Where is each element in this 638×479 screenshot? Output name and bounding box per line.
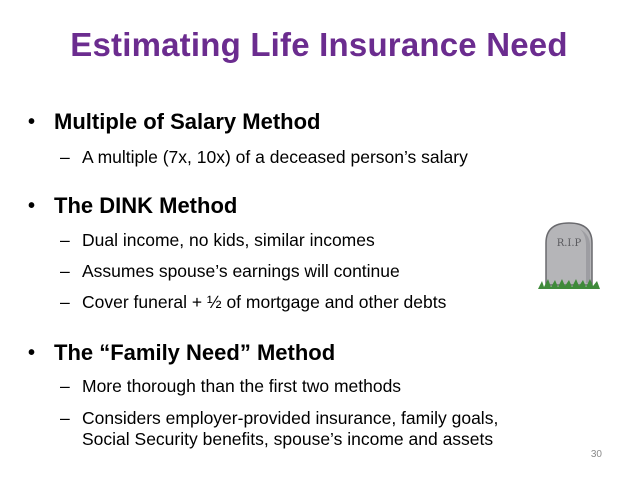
dash: – — [60, 230, 70, 250]
bullet-family-need-method — [28, 340, 335, 366]
sub-item — [60, 292, 446, 313]
sub-item-text: Dual income, no kids, similar incomes — [82, 230, 375, 250]
sub-item — [60, 376, 401, 397]
bullet-heading: The “Family Need” Method — [54, 340, 336, 365]
sub-item-text: A multiple (7x, 10x) of a deceased person’s salary — [82, 147, 468, 167]
sub-item — [60, 230, 375, 251]
bullet-heading: Multiple of Salary Method — [54, 109, 321, 134]
sub-item-continuation: Social Security benefits, spouse’s income and assets — [82, 429, 494, 449]
dash: – — [60, 376, 70, 396]
bullet-dot: • — [28, 111, 36, 133]
tombstone-text: R.I.P — [556, 238, 582, 249]
sub-item — [60, 147, 468, 168]
dash: – — [60, 292, 70, 312]
slide-number: 30 — [590, 449, 602, 460]
bullet-heading: The DINK Method — [54, 193, 238, 218]
sub-item-text: Cover funeral + ½ of mortgage and other debts — [82, 292, 447, 312]
sub-item-text: Considers employer-provided insurance, family goals, — [82, 408, 499, 428]
bullet-dot: • — [28, 195, 36, 217]
tombstone-stone — [546, 223, 592, 285]
sub-item-text: Assumes spouse’s earnings will continue — [82, 261, 400, 281]
bullet-dot: • — [28, 342, 36, 364]
dash: – — [60, 261, 70, 281]
tombstone-graphic — [534, 219, 604, 293]
tombstone-icon — [534, 219, 604, 293]
slide-title: Estimating Life Insurance Need — [70, 26, 568, 63]
dash: – — [60, 147, 70, 167]
bullet-dink-method — [28, 193, 237, 219]
sub-item — [60, 261, 400, 282]
bullet-multiple-of-salary — [28, 109, 320, 135]
sub-item-text: More thorough than the first two methods — [82, 376, 402, 396]
dash: – — [60, 408, 70, 428]
sub-item — [60, 408, 498, 450]
